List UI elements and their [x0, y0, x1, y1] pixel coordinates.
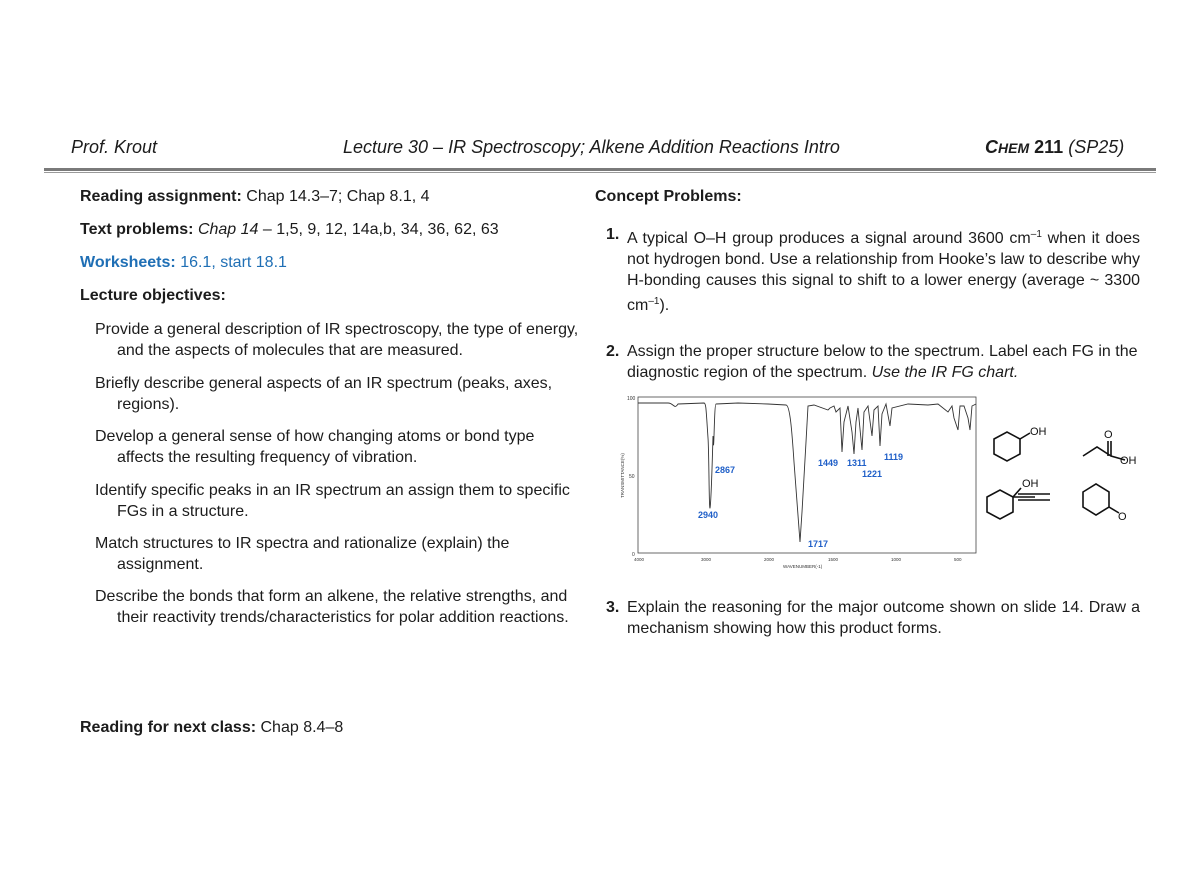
- x-axis-label: WAVENUMBER(-1): [783, 564, 823, 569]
- text-problems-chapter: Chap 14: [197, 221, 259, 238]
- peak-label: 1311: [847, 458, 867, 468]
- peak-label: 1221: [862, 469, 883, 479]
- next-reading: [80, 717, 343, 738]
- problem-1-part-b: when it does not hydrogen bond. Use a relationship from Hooke’s law to describe why H-bonding causes this signal to shift to a lower energy (average ~ 3300 cm: [627, 230, 1141, 314]
- header-course: [985, 137, 1124, 158]
- peak-label: 2867: [715, 465, 736, 475]
- peak-label: 2940: [698, 510, 719, 520]
- superscript: –1: [1030, 229, 1042, 240]
- objective-text: Provide a general description of IR spectroscopy, the type of energy, and the aspects of molecules that are measured.: [95, 321, 579, 359]
- candidate-structures: [980, 420, 1150, 530]
- y-tick-label: 50: [629, 474, 635, 480]
- superscript: –1: [648, 296, 660, 307]
- peak-label: 1717: [808, 539, 829, 549]
- hydroxyl-label: OH: [1030, 426, 1047, 438]
- header-rule: [44, 168, 1156, 171]
- text-problems-label: Text problems:: [80, 221, 194, 238]
- worksheets: [80, 252, 287, 273]
- x-tick-label: 2000: [764, 557, 775, 562]
- problem-1-part-c: ).: [659, 297, 670, 314]
- text-problems-value: – 1,5, 9, 12, 14a,b, 34, 36, 62, 63: [262, 221, 499, 238]
- problem-3-text: Explain the reasoning for the major outcome shown on slide 14. Draw a mechanism showing how this product forms.: [627, 599, 1140, 637]
- concept-heading: Concept Problems:: [595, 188, 742, 205]
- objective-text: Briefly describe general aspects of an IR spectrum (peaks, axes, regions).: [95, 375, 553, 413]
- worksheets-value: 16.1, start 18.1: [180, 254, 287, 271]
- text-problems: [80, 219, 499, 240]
- carbonyl-oxygen-label: O: [1104, 429, 1113, 441]
- objective-1: [95, 319, 585, 361]
- hydroxyl-label: OH: [1022, 478, 1039, 490]
- worksheets-label: Worksheets:: [80, 254, 176, 271]
- objective-text: Describe the bonds that form an alkene, the relative strengths, and their reactivity trends/characteristics for polar addition reactions.: [95, 588, 569, 626]
- objective-text: Develop a general sense of how changing atoms or bond type affects the resulting frequency of vibration.: [95, 428, 535, 466]
- problem-2-italic: Use the IR FG chart.: [871, 364, 1019, 381]
- ir-spectrum: [618, 392, 980, 569]
- carbonyl-oxygen-label: O: [1118, 511, 1127, 523]
- reading-value: Chap 14.3–7; Chap 8.1, 4: [246, 188, 430, 205]
- objective-6: [95, 586, 585, 628]
- x-tick-label: 1500: [828, 557, 839, 562]
- objective-2: [95, 373, 585, 415]
- problem-2: [606, 341, 1140, 383]
- objective-5: [95, 533, 585, 575]
- objectives-heading: Lecture objectives:: [80, 287, 226, 304]
- objective-text: Identify specific peaks in an IR spectrum an assign them to specific FGs in a structure.: [95, 482, 570, 520]
- course-term: (SP25): [1068, 137, 1125, 157]
- problem-2-main: Assign the proper structure below to the spectrum. Label each FG in the diagnostic region of the spectrum.: [627, 343, 1138, 381]
- course-number: 211: [1034, 137, 1064, 157]
- x-tick-label: 4000: [634, 557, 645, 562]
- cyclohexanone-structure: [1083, 484, 1119, 515]
- y-axis-label: TRANSMITTANCE(%): [620, 453, 625, 498]
- problem-number: 1.: [606, 226, 620, 243]
- reading-assignment: [80, 186, 430, 207]
- problem-2-text: [627, 341, 1140, 383]
- problem-number: 3.: [606, 599, 620, 616]
- ethynylcyclohexanol-structure: [987, 488, 1050, 519]
- problem-1-part-a: A typical O–H group produces a signal around 3600 cm: [627, 230, 1031, 247]
- hydroxyl-label: OH: [1120, 455, 1137, 467]
- peak-label: 1449: [818, 458, 839, 468]
- x-tick-label: 500: [954, 557, 962, 562]
- problem-1: [606, 224, 1140, 316]
- x-tick-label: 3000: [701, 557, 712, 562]
- course-letters: HEM: [998, 140, 1030, 156]
- problem-3: [606, 597, 1140, 639]
- objective-3: [95, 426, 585, 468]
- header-lecture-title: Lecture 30 – IR Spectroscopy; Alkene Addition Reactions Intro: [343, 137, 840, 157]
- problem-number: 2.: [606, 343, 620, 360]
- header-author: Prof. Krout: [71, 137, 158, 157]
- reading-label: Reading assignment:: [80, 188, 242, 205]
- course-letter: C: [985, 137, 998, 157]
- y-tick-label: 100: [627, 396, 636, 402]
- cyclohexanol-structure: [994, 432, 1030, 461]
- next-reading-label: Reading for next class:: [80, 719, 257, 736]
- next-reading-value: Chap 8.4–8: [260, 719, 344, 736]
- propanoic-acid-structure: [1083, 441, 1125, 460]
- peak-label: 1119: [884, 452, 904, 462]
- problem-1-text: [627, 224, 1140, 316]
- spectrum-trace: [638, 403, 976, 542]
- x-tick-label: 1000: [891, 557, 902, 562]
- objective-4: [95, 480, 585, 522]
- header-rule-thin: [44, 172, 1156, 173]
- y-tick-label: 0: [632, 552, 635, 558]
- objective-text: Match structures to IR spectra and rationalize (explain) the assignment.: [95, 535, 510, 573]
